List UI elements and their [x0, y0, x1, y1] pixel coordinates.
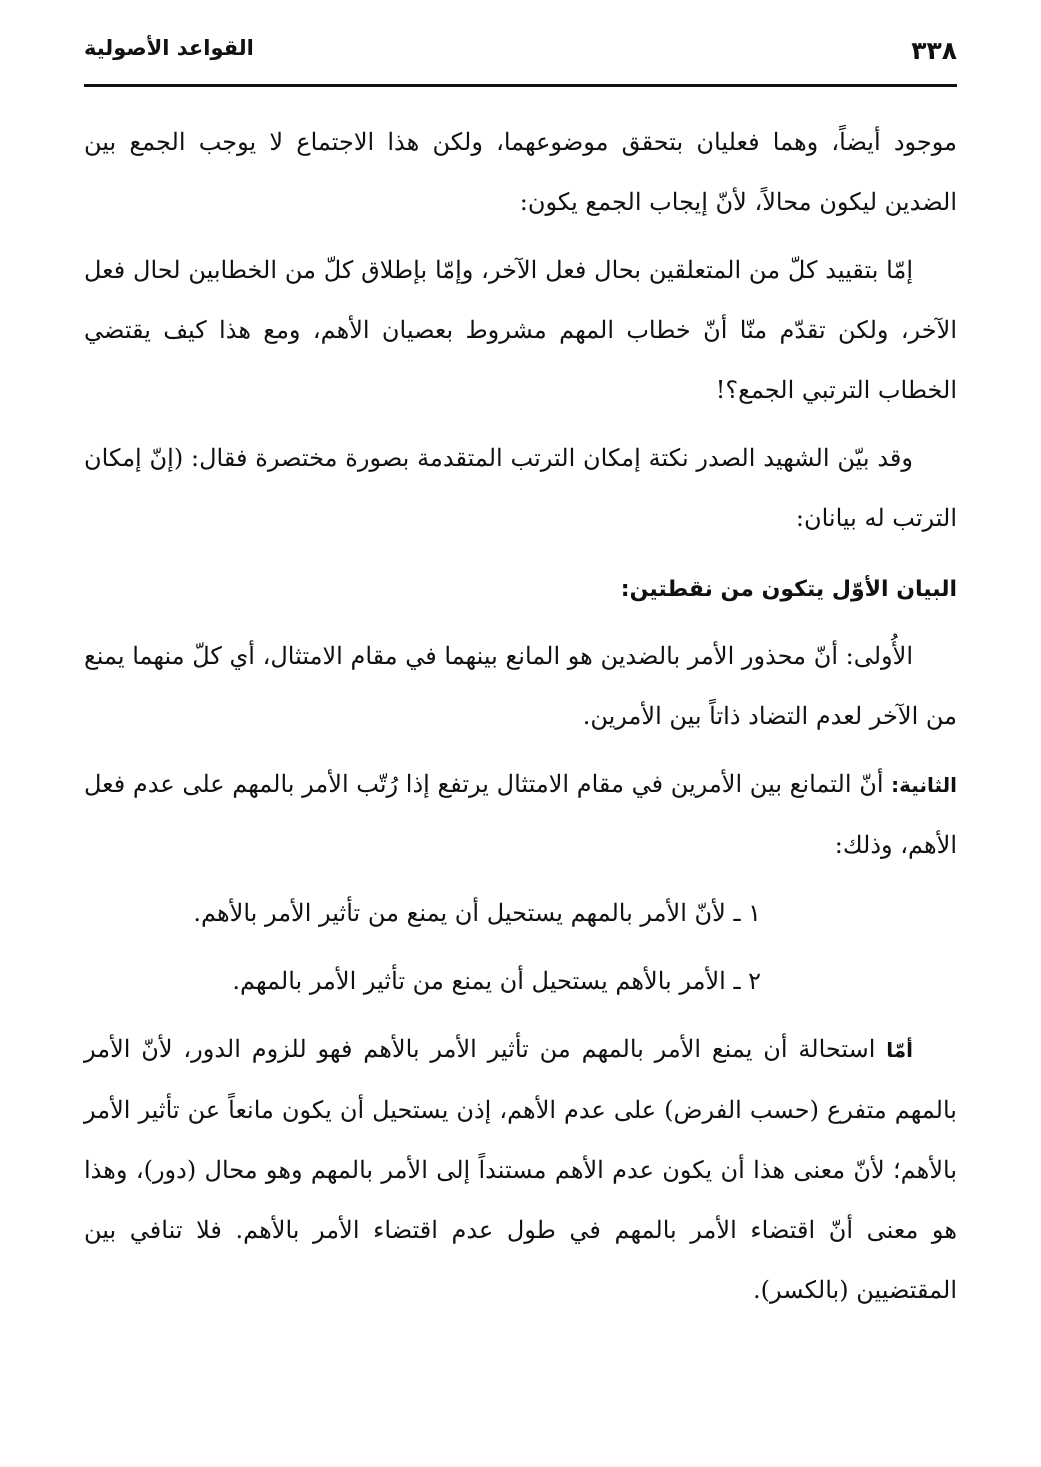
section-heading: البيان الأوّل يتكون من نقطتين: [620, 577, 957, 602]
page-header [84, 30, 957, 82]
paragraph-6 [84, 1019, 957, 1320]
list-item-1: ١ ـ لأنّ الأمر بالمهم يستحيل أن يمنع من تأثير الأمر بالأهم. [193, 899, 761, 927]
paragraph-2: إمّا بتقييد كلّ من المتعلقين بحال فعل الآخر، وإمّا بإطلاق كلّ من الخطابين لحال فعل الآخر، ولكن تقدّم منّا أنّ خطاب المهم مشروط بعصيان الأهم، ومع هذا كيف يقتضي الخطاب الترتبي الجمع؟! [84, 256, 957, 404]
paragraph-5-lead: الثانية: [891, 773, 957, 797]
paragraph-6-lead: أمّا [886, 1038, 913, 1062]
page-body [84, 112, 957, 1328]
paragraph-1: موجود أيضاً، وهما فعليان بتحقق موضوعهما، ولكن هذا الاجتماع لا يوجب الجمع بين الضدين ليكون محالاً، لأنّ إيجاب الجمع يكون: [84, 128, 957, 216]
paragraph-6-text: استحالة أن يمنع الأمر بالمهم من تأثير الأمر بالأهم فهو للزوم الدور، لأنّ الأمر بالمهم متفرع (حسب الفرض) على عدم الأهم، إذن يستحيل أن يكون مانعاً عن تأثير الأمر بالأهم؛ لأنّ معنى هذا أن يكون عدم الأهم مستنداً إلى الأمر بالمهم وهو محال (دور)، وهذا هو معنى أنّ اقتضاء الأمر بالمهم في طول عدم اقتضاء الأمر بالأهم. فلا تنافي بين المقتضيين (بالكسر). [84, 1035, 957, 1304]
running-title: القواعد الأصولية [84, 36, 254, 60]
paragraph-5-text: أنّ التمانع بين الأمرين في مقام الامتثال يرتفع إذا رُتّب الأمر بالمهم على عدم فعل الأهم، وذلك: [84, 770, 957, 859]
paragraph-4: الأُولى: أنّ محذور الأمر بالضدين هو المانع بينهما في مقام الامتثال، أي كلّ منهما يمنع من الآخر لعدم التضاد ذاتاً بين الأمرين. [84, 642, 957, 730]
paragraph-3: وقد بيّن الشهيد الصدر نكتة إمكان الترتب المتقدمة بصورة مختصرة فقال: (إنّ إمكان الترتب له بيانان: [84, 444, 957, 532]
page-number: ٣٣٨ [911, 36, 957, 65]
paragraph-5 [84, 754, 957, 875]
list-item-2: ٢ ـ الأمر بالأهم يستحيل أن يمنع من تأثير الأمر بالمهم. [232, 967, 761, 995]
header-rule [84, 84, 957, 87]
